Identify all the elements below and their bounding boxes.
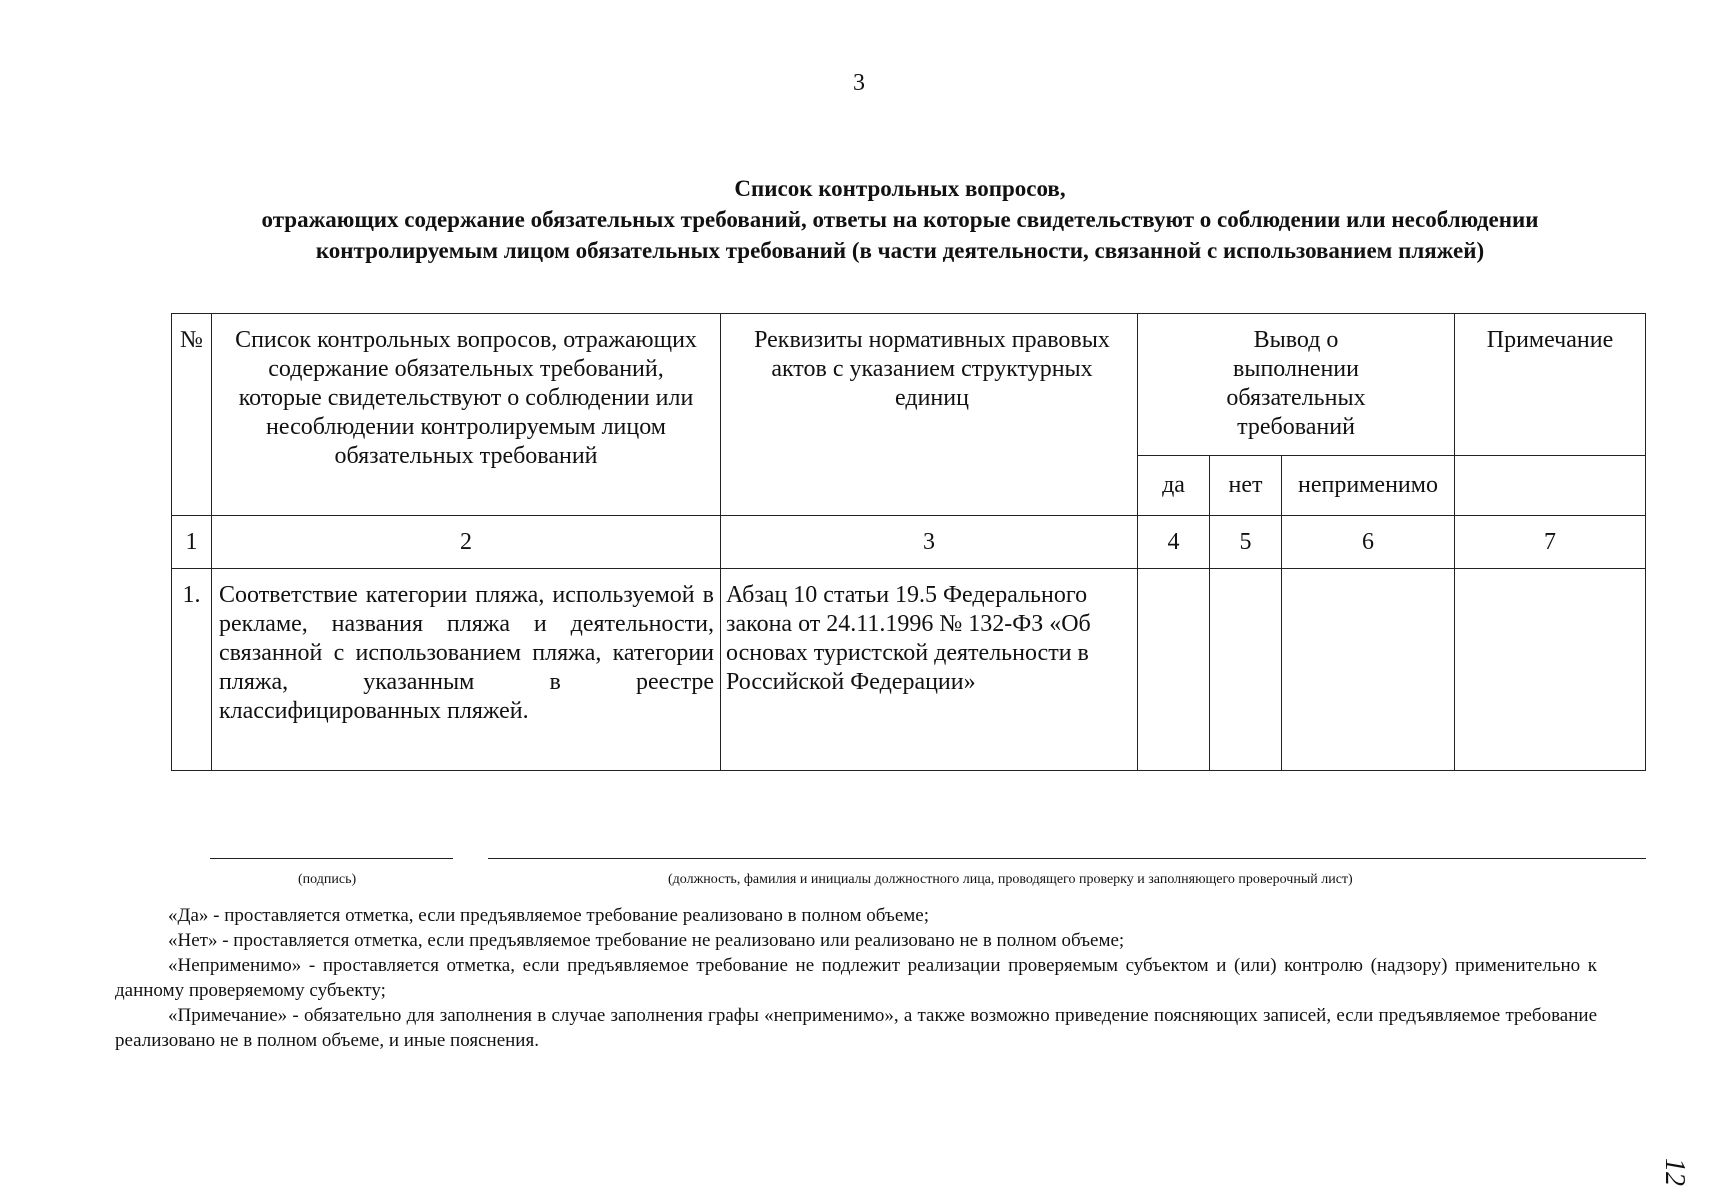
position-label: (должность, фамилия и инициалы должностного лица, проводящего проверку и заполняющего проверочный лист) [668, 872, 1353, 887]
column-number: 5 [1210, 516, 1282, 569]
legend-notes [115, 903, 1597, 1053]
row-no-cell[interactable] [1210, 569, 1282, 771]
column-number: 2 [212, 516, 721, 569]
note-remark: «Примечание» - обязательно для заполнения в случае заполнения графы «неприменимо», а также возможно приведение поясняющих записей, если предъявляемое требование реализовано не в полном объеме, и иные пояснения. [115, 1005, 1597, 1051]
header-requisites: Реквизиты нормативных правовых актов с указанием структурных единиц [721, 314, 1138, 516]
header-conclusion: Вывод о выполнении обязательных требований [1138, 314, 1455, 456]
note-yes: «Да» - проставляется отметка, если предъявляемое требование реализовано в полном объеме; [168, 905, 929, 926]
header-no: № [172, 314, 212, 516]
column-number: 7 [1455, 516, 1646, 569]
column-number: 4 [1138, 516, 1210, 569]
header-note-empty [1455, 456, 1646, 516]
row-number: 1. [172, 569, 212, 771]
header-note: Примечание [1455, 314, 1646, 456]
header-row [172, 314, 1646, 456]
table-row [172, 569, 1646, 771]
checklist-table [171, 313, 1646, 771]
title-line-1: Список контрольных вопросов, [734, 176, 1066, 201]
page-number: 3 [853, 70, 865, 96]
row-not-applicable-cell[interactable] [1282, 569, 1455, 771]
header-not-applicable: неприменимо [1282, 456, 1455, 516]
signature-line[interactable] [210, 858, 453, 859]
column-number: 6 [1282, 516, 1455, 569]
title-line-2: отражающих содержание обязательных требований, ответы на которые свидетельствуют о соблюдении или несоблюдении контролируемым лицом обязательных требований (в части деятельности, связанной с использованием пляжей) [261, 207, 1539, 263]
header-questions: Список контрольных вопросов, отражающих содержание обязательных требований, которые свидетельствуют о соблюдении или несоблюдении контролируемым лицом обязательных требований [212, 314, 721, 516]
note-not-applicable: «Неприменимо» - проставляется отметка, если предъявляемое требование не подлежит реализации проверяемым субъектом и (или) контролю (надзору) применительно к данному проверяемому субъекту; [115, 955, 1597, 1001]
row-note-cell[interactable] [1455, 569, 1646, 771]
header-no-answer: нет [1210, 456, 1282, 516]
row-requisites: Абзац 10 статьи 19.5 Федерального закона от 24.11.1996 № 132-ФЗ «Об основах туристской деятельности в Российской Федерации» [721, 569, 1138, 771]
note-no: «Нет» - проставляется отметка, если предъявляемое требование не реализовано или реализовано не в полном объеме; [168, 930, 1125, 951]
signature-label: (подпись) [298, 872, 357, 887]
row-question: Соответствие категории пляжа, используемой в рекламе, названия пляжа и деятельности, связанной с использованием пляжа, категории пляжа, указанным в реестре классифицированных пляжей. [212, 569, 721, 771]
position-line[interactable] [488, 858, 1646, 859]
document-title [225, 173, 1575, 266]
column-number: 1 [172, 516, 212, 569]
column-number: 3 [721, 516, 1138, 569]
header-yes: да [1138, 456, 1210, 516]
row-yes-cell[interactable] [1138, 569, 1210, 771]
handwritten-page-mark: 12 [1659, 1158, 1690, 1186]
column-number-row [172, 516, 1646, 569]
